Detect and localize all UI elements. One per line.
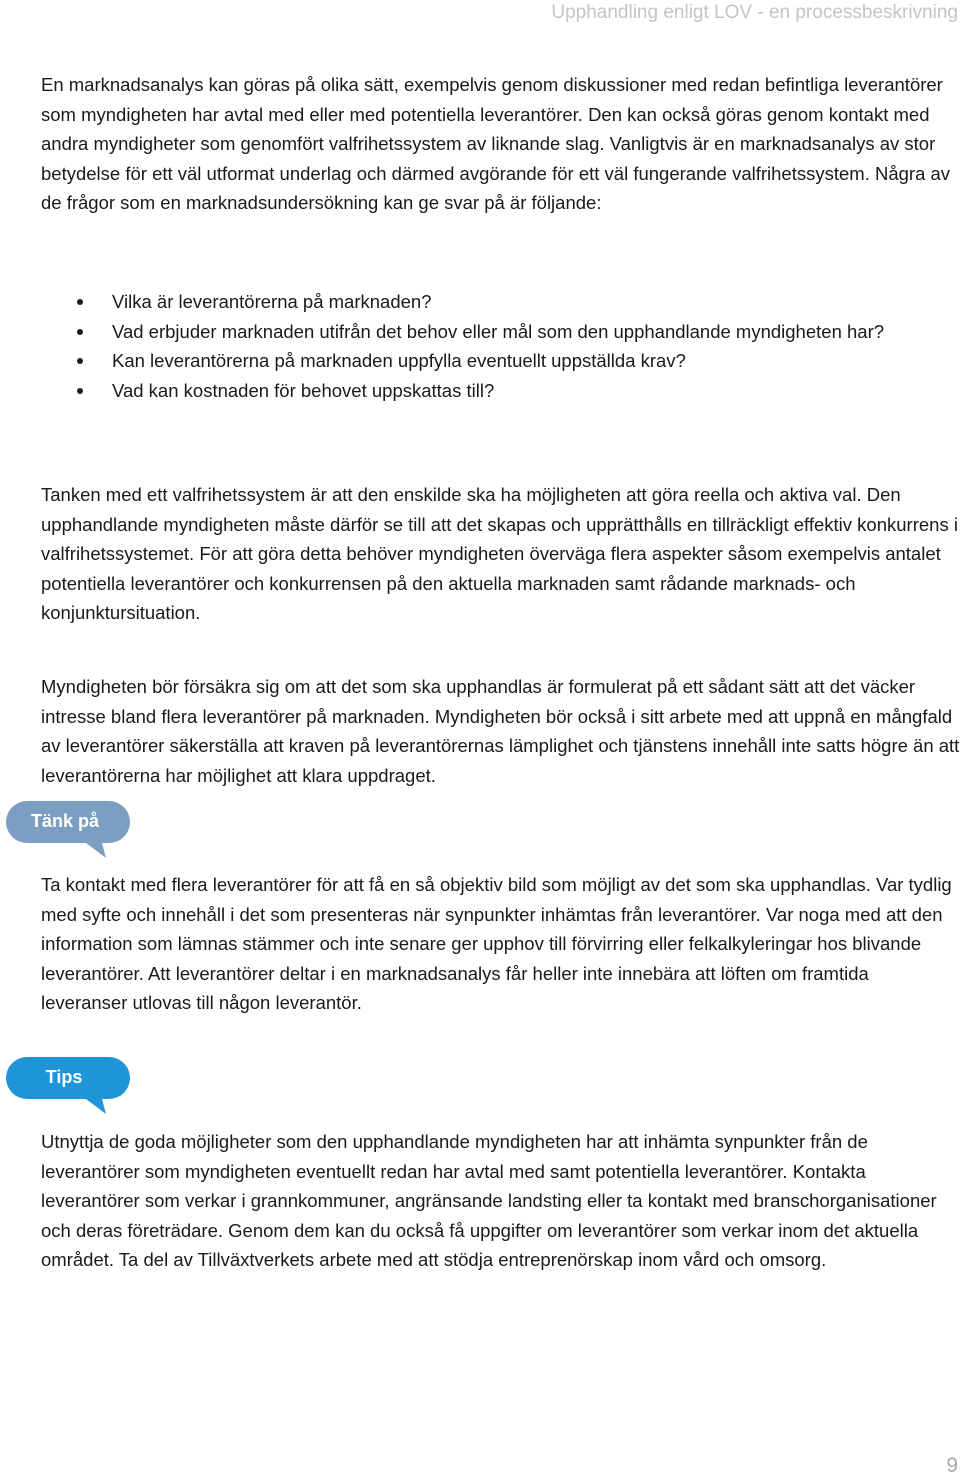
paragraph-tips: Utnyttja de goda möjligheter som den upphandlande myndigheten har att inhämta synpunkter från de leverantörer som myndigheten eventuellt redan har avtal med samt potentiella leverantörer. Kontakta leverantörer som verkar i grannkommuner, angränsande landsting eller ta kontakt med branschorganisationer och deras företrädare. Genom dem kan du också få uppgifter om leverantörer som verkar inom det aktuella området. Ta del av Tillväxtverkets arbete med att stödja entreprenörskap inom vård och omsorg. <box>41 1131 937 1270</box>
paragraph-myndigheten: Myndigheten bör försäkra sig om att det som ska upphandlas är formulerat på ett sådant sätt att det väcker intresse bland flera leverantörer på marknaden. Myndigheten bör också i sitt arbete med att uppnå en mångfald av leverantörer säkerställa att kraven på leverantörernas lämplighet och tjänstens innehåll inte satts högre än att leverantörerna har möjlighet att klara uppdraget. <box>41 676 960 786</box>
bullet-icon <box>77 358 83 364</box>
bullet-icon <box>77 388 83 394</box>
paragraph-tank-pa: Ta kontakt med flera leverantörer för att få en så objektiv bild som möjligt av det som ska upphandlas. Var tydlig med syfte och innehåll i det som presenteras när synpunkter inhämtas från leverantörer. Var noga med att den information som lämnas stämmer och inte senare ger upphov till förvirring eller felkalkyleringar hos blivande leverantörer. Att leverantörer deltar i en marknadsanalys får heller inte innebära att löften om framtida leveranser utlovas till någon leverantör. <box>41 874 952 1013</box>
bullet-icon <box>77 329 83 335</box>
question-list <box>41 287 901 405</box>
tank-pa-label: Tänk på <box>30 811 100 831</box>
tips-callout <box>6 1056 132 1112</box>
list-item: Vad erbjuder marknaden utifrån det behov eller mål som den upphandlande myndigheten har? <box>41 317 901 347</box>
tank-pa-callout <box>6 800 132 856</box>
running-header: Upphandling enligt LOV - en processbeskrivning <box>551 2 958 23</box>
list-item: Kan leverantörerna på marknaden uppfylla eventuellt uppställda krav? <box>41 346 901 376</box>
bullet-icon <box>77 299 83 305</box>
tips-label: Tips <box>45 1067 83 1087</box>
paragraph-intro: En marknadsanalys kan göras på olika sätt, exempelvis genom diskussioner med redan befintliga leverantörer som myndigheten har avtal med eller med potentiella leverantörer. Den kan också göras genom kontakt med andra myndigheter som genomfört valfrihetssystem av liknande slag. Vanligtvis är en marknadsanalys av stor betydelse för ett väl utformat underlag och därmed avgörande för ett väl fungerande valfrihetssystem. Några av de frågor som en marknadsundersökning kan ge svar på är följande: <box>41 74 951 213</box>
list-item: Vilka är leverantörerna på marknaden? <box>41 287 901 317</box>
list-item: Vad kan kostnaden för behovet uppskattas till? <box>41 376 901 406</box>
page-number: 9 <box>946 1454 958 1477</box>
paragraph-tanken: Tanken med ett valfrihetssystem är att den enskilde ska ha möjligheten att göra reella och aktiva val. Den upphandlande myndigheten måste därför se till att det skapas och upprätthålls en tillräckligt effektiv konkurrens i valfrihetssystemet. För att göra detta behöver myndigheten överväga flera aspekter såsom exempelvis antalet potentiella leverantörer och konkurrensen på den aktuella marknaden samt rådande marknads- och konjunktursituation. <box>41 484 958 623</box>
